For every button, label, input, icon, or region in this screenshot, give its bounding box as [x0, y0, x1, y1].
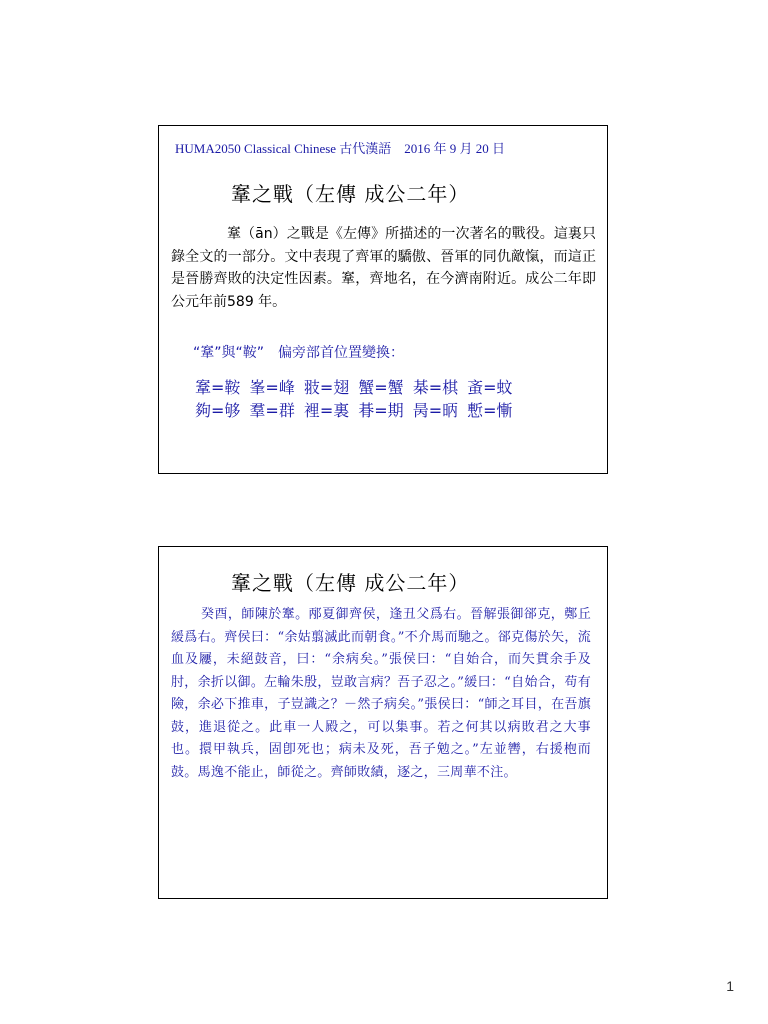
classical-passage: 癸酉，師陳於鞌。邴夏御齊侯，逢丑父爲右。晉解張御郤克，鄭丘緩爲右。齊侯曰：“余姑翦滅此而朝食。”不介馬而馳之。郤克傷於矢，流血及屨，未絕鼓音，曰：“余病矣。”張侯曰：“自始合，而矢貫余手及肘，余折以御。左輪朱殷，豈敢言病？吾子忍之。”緩曰：“自始合，苟有險，余必下推車，子豈識之？－然子病矣。”張侯曰：“師之耳目，在吾旗鼓，進退從之。此車一人殿之，可以集事。若之何其以病敗君之大事也。擐甲執兵，固卽死也；病未及死，吾子勉之。”左並轡，右援枹而鼓。馬逸不能止，師從之。齊師敗績，逐之，三周華不注。 [171, 607, 591, 780]
intro-paragraph: 鞌（ān）之戰是《左傳》所描述的一次著名的戰役。這裏只錄全文的一部分。文中表現了齊軍的驕傲、晉軍的同仇敵愾，而這正是晉勝齊敗的決定性因素。鞌，齊地名，在今濟南附近。成公二年即公元年前589 年。 [171, 226, 596, 310]
course-header: HUMA2050 Classical Chinese 古代漢語 2016 年 9 月 20 日 [175, 141, 506, 156]
slide-1 [158, 125, 608, 474]
char-pair: 羣=群 [249, 401, 295, 420]
char-pair: 翄=翅 [303, 378, 350, 397]
char-pair: 昺=昞 [412, 401, 459, 420]
pairs-row-2 [195, 399, 522, 422]
radical-swap-note: “鞌”與“鞍” 偏旁部首位置變換： [193, 345, 405, 361]
slide-title: 鞌之戰（左傳 成公二年） [231, 571, 470, 595]
char-pair: 夠=够 [195, 401, 241, 420]
char-pair: 慙=慚 [467, 401, 513, 420]
pairs-row-1 [195, 376, 522, 399]
char-pair: 峯=峰 [249, 378, 295, 397]
char-pair: 鞌=鞍 [195, 378, 241, 397]
page-number: 1 [726, 978, 734, 994]
char-pair: 蟹=蟹 [358, 378, 404, 397]
char-pair: 裡=裏 [303, 401, 350, 420]
slide-title: 鞌之戰（左傳 成公二年） [231, 182, 470, 206]
character-pairs [195, 376, 522, 422]
slide-2 [158, 546, 608, 899]
char-pair: 蚉=蚊 [467, 378, 513, 397]
char-pair: 棊=棋 [412, 378, 459, 397]
char-pair: 朞=期 [358, 401, 404, 420]
